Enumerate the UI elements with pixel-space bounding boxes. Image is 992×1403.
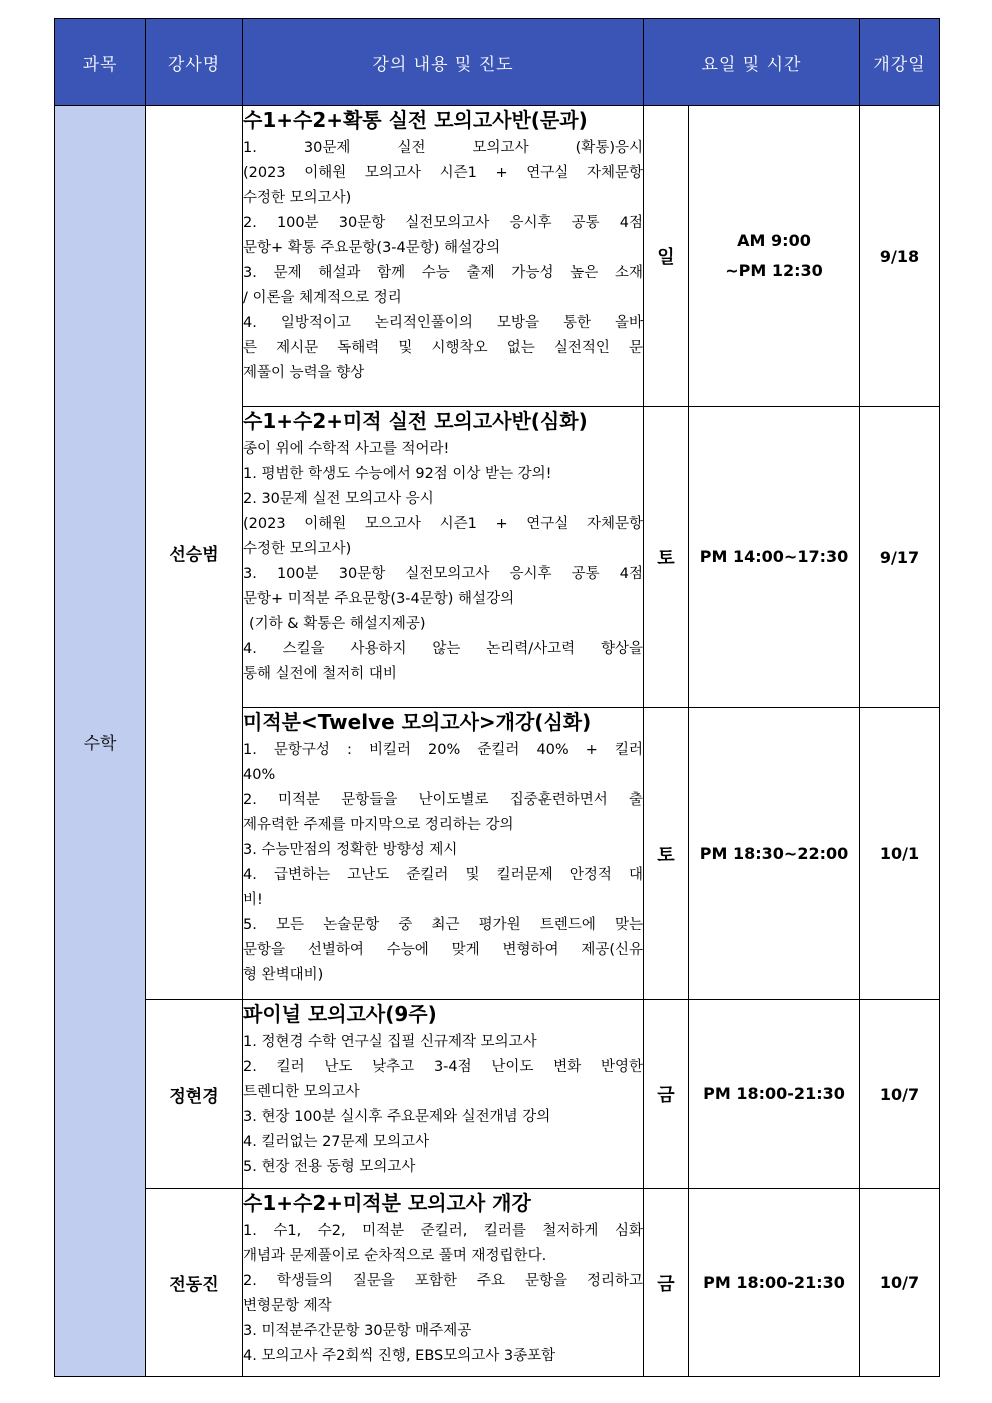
time-line: ~PM 12:30: [725, 261, 823, 280]
course-title: 수1+수2+미적 실전 모의고사반(심화): [243, 409, 588, 433]
day-cell: 토: [644, 708, 689, 1000]
course-line: (2023 이해원 모으고사 시즌1 + 연구실 자체문항: [243, 516, 643, 532]
table-row: [55, 1189, 940, 1377]
course-line: 수정한 모의고사): [243, 541, 352, 557]
time-cell: [689, 106, 860, 407]
course-content: [243, 106, 644, 407]
course-content: [243, 407, 644, 708]
course-line: 5. 모든 논술문항 중 최근 평가원 트렌드에 맞는: [243, 917, 643, 933]
course-line: 2. 30문제 실전 모의고사 응시: [243, 491, 434, 507]
course-title: 미적분<Twelve 모의고사>개강(심화): [243, 710, 592, 734]
course-line: 변형문항 제작: [243, 1298, 332, 1314]
start-date-cell: 10/7: [860, 1000, 940, 1189]
course-line: 4. 일방적이고 논리적인풀이의 모방을 통한 올바: [243, 315, 643, 331]
course-line: 1. 문항구성 : 비킬러 20% 준킬러 40% + 킬러: [243, 742, 643, 758]
course-line: 른 제시문 독해력 및 시행착오 없는 실전적인 문: [243, 340, 643, 356]
time-cell: PM 18:00-21:30: [689, 1189, 860, 1377]
course-title: 수1+수2+미적분 모의고사 개강: [243, 1191, 531, 1215]
course-line: 2. 킬러 난도 낮추고 3-4점 난이도 변화 반영한: [243, 1059, 643, 1075]
course-title: 파이널 모의고사(9주): [243, 1002, 437, 1026]
course-line: 1. 정현경 수학 연구실 집필 신규제작 모의고사: [243, 1034, 537, 1050]
course-line: 3. 문제 해설과 함께 수능 출제 가능성 높은 소재: [243, 265, 643, 281]
course-line: 2. 학생들의 질문을 포함한 주요 문항을 정리하고: [243, 1273, 643, 1289]
table-row: [55, 106, 940, 407]
course-line: 제유력한 주제를 마지막으로 정리하는 강의: [243, 817, 514, 833]
start-date-cell: 10/1: [860, 708, 940, 1000]
teacher-cell: 선승범: [146, 106, 243, 1000]
start-date-cell: 10/7: [860, 1189, 940, 1377]
course-line: 1. 평범한 학생도 수능에서 92점 이상 받는 강의!: [243, 466, 552, 482]
start-date-cell: 9/17: [860, 407, 940, 708]
course-line: 3. 수능만점의 정확한 방향성 제시: [243, 842, 458, 858]
course-line: 수정한 모의고사): [243, 190, 352, 206]
course-line: 2. 미적분 문항들을 난이도별로 집중훈련하면서 출: [243, 792, 643, 808]
course-content: [243, 1189, 644, 1377]
course-content: [243, 708, 644, 1000]
course-line: 4. 모의고사 주2회씩 진행, EBS모의고사 3종포함: [243, 1348, 556, 1364]
course-line: (2023 이해원 모의고사 시즌1 + 연구실 자체문항: [243, 165, 643, 181]
day-cell: 금: [644, 1189, 689, 1377]
course-line: 4. 스킬을 사용하지 않는 논리력/사고력 향상을: [243, 641, 643, 657]
header-content: 강의 내용 및 진도: [243, 19, 644, 106]
day-cell: 금: [644, 1000, 689, 1189]
time-cell: PM 18:00-21:30: [689, 1000, 860, 1189]
day-cell: 토: [644, 407, 689, 708]
header-subject: 과목: [55, 19, 146, 106]
header-teacher: 강사명: [146, 19, 243, 106]
course-line: 통해 실전에 철저히 대비: [243, 666, 397, 682]
course-content: [243, 1000, 644, 1189]
course-line: 트렌디한 모의고사: [243, 1084, 360, 1100]
course-line: 3. 미적분주간문항 30문항 매주제공: [243, 1323, 472, 1339]
teacher-cell: 정현경: [146, 1000, 243, 1189]
course-line: 4. 급변하는 고난도 준킬러 및 킬러문제 안정적 대: [243, 867, 643, 883]
course-title: 수1+수2+확통 실전 모의고사반(문과): [243, 108, 588, 132]
course-line: 4. 킬러없는 27문제 모의고사: [243, 1134, 430, 1150]
lecture-schedule-table: [54, 18, 940, 1377]
start-date-cell: 9/18: [860, 106, 940, 407]
course-line: 3. 현장 100분 실시후 주요문제와 실전개념 강의: [243, 1109, 551, 1125]
course-line: 2. 100분 30문항 실전모의고사 응시후 공통 4점: [243, 215, 643, 231]
course-line: 문항을 선별하여 수능에 맞게 변형하여 제공(신유: [243, 942, 643, 958]
time-cell: PM 18:30~22:00: [689, 708, 860, 1000]
course-line: 종이 위에 수학적 사고를 적어라!: [243, 441, 450, 457]
course-line: 40%: [243, 767, 276, 783]
table-row: [55, 1000, 940, 1189]
course-line: 1. 30문제 실전 모의고사 (확통)응시: [243, 140, 643, 156]
course-line: 제풀이 능력을 향상: [243, 365, 365, 381]
course-line: 1. 수1, 수2, 미적분 준킬러, 킬러를 철저하게 심화: [243, 1223, 643, 1239]
course-line: (기하 & 확통은 해설지제공): [249, 616, 426, 632]
subject-cell: 수학: [55, 106, 146, 1377]
course-line: 문항+ 확통 주요문항(3-4문항) 해설강의: [243, 240, 501, 256]
day-cell: 일: [644, 106, 689, 407]
time-cell: PM 14:00~17:30: [689, 407, 860, 708]
course-line: 비!: [243, 892, 263, 908]
course-line: 개념과 문제풀이로 순차적으로 풀며 재정립한다.: [243, 1248, 547, 1264]
header-row: [55, 19, 940, 106]
course-line: 5. 현장 전용 동형 모의고사: [243, 1159, 416, 1175]
header-start-date: 개강일: [860, 19, 940, 106]
course-line: 문항+ 미적분 주요문항(3-4문항) 해설강의: [243, 591, 515, 607]
header-day-time: 요일 및 시간: [644, 19, 860, 106]
course-line: 3. 100분 30문항 실전모의고사 응시후 공통 4점: [243, 566, 643, 582]
time-line: AM 9:00: [737, 231, 811, 250]
course-line: / 이론을 체계적으로 정리: [243, 290, 402, 306]
course-line: 형 완벽대비): [243, 967, 324, 983]
teacher-cell: 전동진: [146, 1189, 243, 1377]
